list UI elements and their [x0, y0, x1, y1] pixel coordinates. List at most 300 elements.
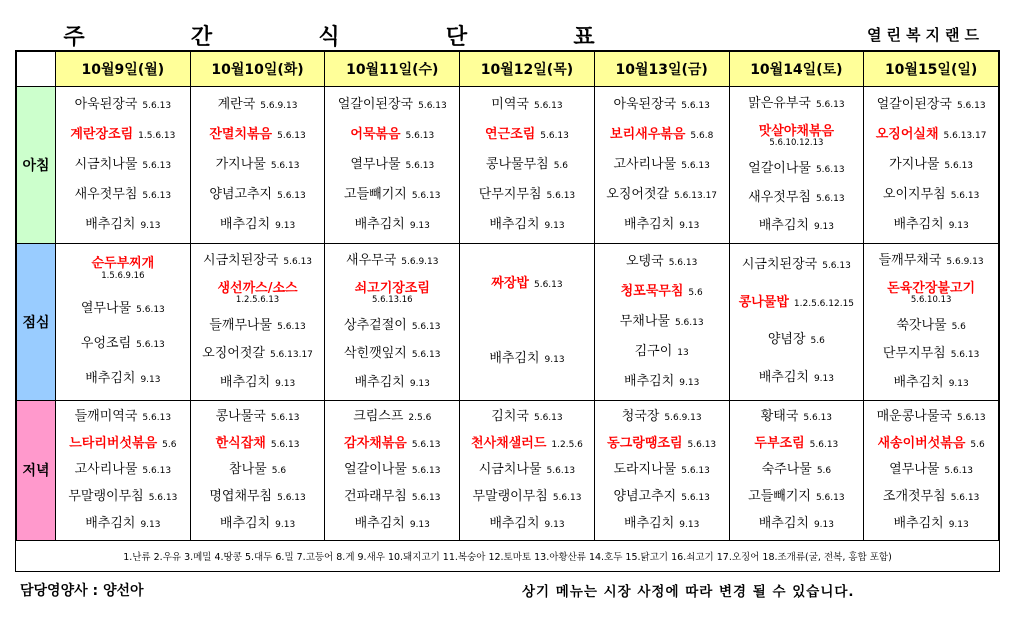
- allergy-codes: 5.6.13.16: [371, 295, 413, 306]
- allergy-codes: 5.6.13: [533, 100, 563, 111]
- dish-name: 들깨미역국: [74, 408, 138, 424]
- menu-cell: [460, 400, 595, 540]
- allergy-codes: 5.6.9.13: [260, 100, 298, 111]
- allergy-codes: 9.13: [544, 220, 565, 231]
- dish-name: 배추김치: [624, 515, 675, 531]
- dish-name: 배추김치: [85, 216, 136, 232]
- allergy-codes: 1.2.5.6: [551, 439, 583, 450]
- allergy-codes: 9.13: [544, 519, 565, 530]
- day-header: 10월12일(목): [460, 52, 595, 87]
- dish-name: 단무지무침: [478, 186, 542, 202]
- menu-item: [460, 188, 594, 202]
- menu-item: [595, 218, 729, 232]
- menu-item: [864, 463, 998, 477]
- dish-name: 아욱된장국: [74, 96, 138, 112]
- main-dish-item: [595, 285, 729, 299]
- dish-name: 가지나물: [889, 156, 940, 172]
- dish-name: 오징어젓갈: [606, 186, 670, 202]
- dish-name: 배추김치: [893, 216, 944, 232]
- menu-item: [56, 98, 190, 112]
- allergy-codes: 5.6: [970, 439, 985, 450]
- dish-name: 배추김치: [354, 374, 405, 390]
- allergy-codes: 5.6.13: [405, 160, 435, 171]
- title-char: 단: [445, 25, 470, 50]
- dish-name: 어묵볶음: [350, 126, 401, 142]
- dish-name: 시금치나물: [74, 156, 138, 172]
- allergy-codes: 9.13: [140, 375, 161, 386]
- dish-name: 시금치나물: [478, 462, 542, 478]
- allergy-codes: 5.6.13: [277, 190, 306, 201]
- allergy-codes: 9.13: [275, 519, 296, 530]
- menu-item-list: [595, 401, 729, 540]
- menu-item: [191, 319, 325, 333]
- menu-cell: [864, 400, 999, 540]
- menu-cell: [325, 243, 460, 400]
- main-dish-item: [864, 128, 998, 142]
- allergy-codes: 5.6.13: [411, 190, 441, 201]
- menu-item: [325, 517, 459, 531]
- dish-name: 시금치된장국: [203, 252, 279, 268]
- dish-name: 숙주나물: [761, 462, 812, 478]
- dish-name: 순두부찌개: [91, 256, 155, 272]
- dish-name: 배추김치: [624, 373, 675, 389]
- allergy-codes: 5.6: [553, 160, 569, 171]
- menu-item: [595, 517, 729, 531]
- menu-item-list: [864, 401, 998, 540]
- dish-name: 연근조림: [485, 126, 536, 142]
- main-dish-item: [730, 437, 864, 451]
- menu-cell: [325, 400, 460, 540]
- menu-item-list: [56, 87, 190, 243]
- dish-name: 오이지무침: [882, 186, 946, 202]
- dish-name: 단무지무침: [882, 346, 946, 362]
- menu-cell: [56, 400, 191, 540]
- dish-name: 새우젓무침: [74, 186, 138, 202]
- menu-item-list: [595, 244, 729, 400]
- main-dish-item: [460, 128, 594, 142]
- menu-item-list: [864, 87, 998, 243]
- allergy-codes: 5.6.13: [405, 130, 435, 141]
- menu-item: [730, 463, 864, 477]
- allergy-codes: 5.6.13: [950, 190, 980, 201]
- allergy-codes: 5.6.13: [546, 466, 576, 477]
- dish-name: 얼갈이나물: [748, 161, 811, 177]
- menu-cell: [460, 243, 595, 400]
- allergy-codes: 5.6.13: [411, 350, 441, 361]
- allergy-codes: 5.6.13: [815, 193, 845, 204]
- allergy-codes: 13: [677, 347, 689, 358]
- menu-cell: [460, 87, 595, 244]
- menu-item: [864, 347, 998, 361]
- dish-name: 배추김치: [354, 216, 405, 232]
- title-char: 간: [190, 25, 215, 50]
- dish-name: 쇠고기장조림: [354, 280, 430, 296]
- dish-name: 새우젓무침: [748, 189, 811, 205]
- allergy-codes: 5.6.13: [142, 412, 172, 423]
- dish-name: 얼갈이된장국: [876, 96, 952, 112]
- dish-name: 양념장: [767, 332, 806, 348]
- menu-item: [325, 188, 459, 202]
- dish-name: 매운콩나물국: [876, 408, 952, 424]
- menu-cell: [325, 87, 460, 244]
- menu-item-list: [191, 401, 325, 540]
- main-dish-item: [56, 128, 190, 142]
- dish-name: 새우무국: [346, 252, 397, 268]
- menu-table-frame: [15, 50, 1000, 572]
- dish-name: 삭힌깻잎지: [344, 346, 407, 362]
- menu-item: [191, 188, 325, 202]
- dish-name: 아욱된장국: [613, 96, 677, 112]
- dish-name: 청국장: [621, 408, 660, 424]
- dish-name: 열무나물: [80, 300, 132, 316]
- menu-item: [56, 337, 190, 351]
- dish-name: 배추김치: [489, 351, 540, 367]
- allergy-codes: 5.6.13: [270, 439, 300, 450]
- allergy-codes: 5.6.13: [136, 304, 165, 315]
- menu-item: [325, 376, 459, 390]
- dish-name: 콩나물밥: [738, 294, 789, 310]
- menu-item: [460, 490, 594, 504]
- menu-item: [325, 490, 459, 504]
- main-dish-item: [864, 437, 998, 451]
- menu-cell: [729, 243, 864, 400]
- menu-item: [730, 258, 864, 272]
- allergy-codes: 5.6.10.12.13: [769, 138, 824, 149]
- allergy-codes: 9.13: [948, 519, 969, 530]
- allergy-codes: 5.6.13: [540, 130, 569, 141]
- allergy-codes: 5.6.13: [142, 190, 172, 201]
- dish-name: 배추김치: [758, 369, 809, 385]
- allergy-codes: 5.6.13: [956, 100, 986, 111]
- dinner-row: [17, 400, 999, 540]
- allergy-codes: 9.13: [409, 519, 430, 530]
- main-dish-item: [595, 128, 729, 142]
- menu-item-list: [191, 244, 325, 400]
- allergy-codes: 5.6.13: [822, 261, 851, 272]
- menu-item-list: [864, 244, 998, 400]
- menu-item: [595, 463, 729, 477]
- menu-item-list: [325, 401, 459, 540]
- allergy-codes: 5.6.13: [668, 257, 698, 268]
- weekly-menu-table: [16, 51, 999, 541]
- allergy-codes: 5.6.13: [136, 339, 165, 350]
- menu-item: [191, 158, 325, 172]
- title-char: 표: [573, 25, 597, 50]
- dish-name: 천사채샐러드: [471, 435, 547, 451]
- menu-item: [56, 410, 190, 424]
- menu-item: [864, 188, 998, 202]
- menu-cell: [729, 400, 864, 540]
- dish-name: 참나물: [229, 462, 267, 478]
- menu-item: [56, 302, 190, 316]
- dish-name: 느타리버섯볶음: [69, 435, 158, 451]
- allergy-codes: 1.2.5.6.13: [235, 295, 280, 306]
- dish-name: 배추김치: [219, 216, 271, 232]
- menu-item: [595, 188, 729, 202]
- menu-item: [325, 254, 459, 268]
- main-dish-item: [325, 282, 459, 306]
- menu-item: [730, 97, 864, 111]
- main-dish-item: [56, 257, 190, 281]
- menu-item: [864, 490, 998, 504]
- menu-item: [595, 490, 729, 504]
- menu-item: [325, 463, 459, 477]
- allergy-codes: 5.6.13: [815, 99, 845, 110]
- dish-name: 가지나물: [215, 156, 266, 172]
- allergy-codes: 5.6.13: [277, 130, 306, 141]
- main-dish-item: [325, 128, 459, 142]
- allergy-codes: 5.6.10.13: [910, 295, 952, 306]
- allergy-codes: 9.13: [679, 377, 700, 388]
- main-dish-item: [460, 437, 594, 451]
- allergy-codes: 5.6.13: [546, 190, 576, 201]
- menu-item: [864, 319, 998, 333]
- menu-item: [460, 158, 594, 172]
- allergy-codes: 5.6.13: [533, 280, 563, 291]
- allergy-codes: 9.13: [140, 220, 161, 231]
- day-header: 10월10일(화): [190, 52, 325, 87]
- menu-item: [595, 255, 729, 269]
- dish-name: 배추김치: [489, 515, 540, 531]
- main-dish-item: [730, 125, 864, 149]
- dish-name: 명엽채무침: [209, 488, 273, 504]
- day-header: 10월11일(수): [325, 52, 460, 87]
- main-dish-item: [325, 437, 459, 451]
- menu-item: [325, 98, 459, 112]
- allergy-codes: 5.6.13: [148, 492, 178, 503]
- allergy-codes: 5.6.13: [944, 160, 974, 171]
- dish-name: 계란장조림: [70, 126, 134, 142]
- menu-item: [191, 254, 325, 268]
- main-dish-item: [191, 437, 325, 451]
- menu-item: [460, 352, 594, 366]
- dish-name: 새송이버섯볶음: [877, 435, 966, 451]
- allergy-codes: 5.6.13: [687, 439, 717, 450]
- menu-cell: [729, 87, 864, 244]
- menu-item: [325, 347, 459, 361]
- allergy-codes: 2.5.6: [408, 412, 432, 423]
- allergy-codes: 9.13: [679, 519, 700, 530]
- dish-name: 동그랑땡조림: [607, 435, 683, 451]
- menu-item: [864, 254, 998, 268]
- allergy-codes: 9.13: [813, 221, 834, 232]
- dish-name: 미역국: [491, 96, 529, 112]
- allergy-codes: 9.13: [813, 519, 834, 530]
- dish-name: 무말랭이무침: [68, 488, 144, 504]
- menu-item-list: [56, 244, 190, 400]
- menu-item: [864, 376, 998, 390]
- dish-name: 배추김치: [85, 371, 136, 387]
- dish-name: 배추김치: [758, 217, 809, 233]
- dish-name: 김구이: [634, 343, 673, 359]
- menu-item-list: [325, 87, 459, 243]
- allergy-codes: 5.6.13: [681, 466, 710, 477]
- menu-item-list: [191, 87, 325, 243]
- dish-name: 황태국: [760, 408, 799, 424]
- menu-item: [460, 463, 594, 477]
- menu-cell: [190, 243, 325, 400]
- dish-name: 보리새우볶음: [610, 126, 686, 142]
- menu-item: [56, 188, 190, 202]
- allergy-codes: 5.6.13: [283, 256, 313, 267]
- title-char: 주: [63, 25, 87, 50]
- allergy-codes: 5.6.13: [815, 492, 845, 503]
- page-title: [60, 20, 600, 50]
- dish-name: 건파래무침: [344, 488, 407, 504]
- allergy-codes: 9.13: [409, 220, 430, 231]
- allergy-codes: 5.6.9.13: [946, 256, 984, 267]
- dish-name: 배추김치: [758, 515, 809, 531]
- dish-name: 양념고추지: [209, 186, 273, 202]
- dish-name: 쑥갓나물: [896, 318, 947, 334]
- menu-item: [325, 158, 459, 172]
- dish-name: 잔멸치볶음: [209, 126, 273, 142]
- allergy-codes: 5.6: [271, 466, 287, 477]
- allergy-codes: 5.6.13: [944, 466, 974, 477]
- allergy-codes: 5.6: [951, 322, 966, 333]
- menu-item: [56, 517, 190, 531]
- allergy-codes: 5.6.13: [681, 100, 710, 111]
- menu-item: [595, 410, 729, 424]
- allergy-codes: 5.6.13: [418, 100, 447, 111]
- menu-item: [56, 372, 190, 386]
- dish-name: 우엉조림: [80, 335, 132, 351]
- dish-name: 생선까스/소스: [217, 280, 298, 296]
- menu-item: [730, 162, 864, 176]
- day-header: 10월13일(금): [594, 52, 729, 87]
- menu-item: [595, 375, 729, 389]
- menu-item: [864, 410, 998, 424]
- menu-item: [595, 345, 729, 359]
- dish-name: 맛살야채볶음: [758, 124, 835, 140]
- dish-name: 상추겉절이: [344, 318, 407, 334]
- menu-item: [460, 218, 594, 232]
- dish-name: 계란국: [217, 96, 256, 112]
- menu-cell: [594, 243, 729, 400]
- menu-item: [460, 517, 594, 531]
- menu-item: [191, 463, 325, 477]
- allergy-codes: 5.6.13.17: [269, 350, 313, 361]
- dish-name: 열무나물: [889, 462, 940, 478]
- allergy-codes: 9.13: [544, 355, 565, 366]
- dish-name: 고사리나물: [613, 156, 677, 172]
- menu-item: [325, 319, 459, 333]
- menu-item: [56, 218, 190, 232]
- dish-name: 배추김치: [893, 374, 944, 390]
- menu-item: [191, 98, 325, 112]
- dish-name: 김치국: [491, 408, 529, 424]
- allergy-codes: 9.13: [275, 378, 296, 389]
- organization-name: 열린복지랜드: [867, 26, 984, 44]
- dish-name: 배추김치: [893, 515, 944, 531]
- dietitian-label: 담당영양사 : 양선아: [20, 583, 144, 599]
- menu-item-list: [325, 244, 459, 400]
- menu-item-list: [460, 401, 594, 540]
- dish-name: 무채나물: [619, 313, 670, 329]
- menu-item: [864, 98, 998, 112]
- allergy-codes: 5.6.13: [411, 466, 441, 477]
- allergy-codes: 5.6: [816, 466, 832, 477]
- menu-item-list: [595, 87, 729, 243]
- dish-name: 열무나물: [350, 156, 401, 172]
- menu-item: [56, 463, 190, 477]
- allergy-codes: 9.13: [948, 378, 969, 389]
- dish-name: 시금치된장국: [741, 257, 818, 273]
- menu-item: [191, 490, 325, 504]
- allergy-codes: 9.13: [813, 373, 834, 384]
- dish-name: 고들빼기지: [344, 186, 407, 202]
- dish-name: 콩나물국: [215, 408, 266, 424]
- main-dish-item: [191, 128, 325, 142]
- menu-item: [864, 517, 998, 531]
- allergy-codes: 5.6.13: [552, 492, 582, 503]
- menu-item-list: [730, 87, 864, 243]
- allergy-codes: 5.6.13: [950, 350, 980, 361]
- menu-item: [730, 333, 864, 347]
- menu-cell: [56, 243, 191, 400]
- allergy-codes: 5.6: [162, 439, 177, 450]
- menu-item-list: [460, 87, 594, 243]
- allergy-legend: 1.난류 2.우유 3.메밀 4.땅콩 5.대두 6.밀 7.고등어 8.게 9.새우 10.돼지고기 11.복숭아 12.토마토 13.아황산류 14.호두 15.닭고기 16.쇠고기 17.오징어 18.조개류(굴, 전복, 홍합 포함): [16, 540, 999, 571]
- menu-item: [864, 218, 998, 232]
- allergy-codes: 5.6.9.13: [664, 412, 702, 423]
- dish-name: 들깨무채국: [878, 252, 942, 268]
- menu-item: [191, 218, 325, 232]
- menu-item: [730, 517, 864, 531]
- menu-cell: [864, 87, 999, 244]
- allergy-codes: 5.6.9.13: [401, 256, 439, 267]
- allergy-codes: 5.6.13: [277, 492, 306, 503]
- menu-item: [56, 158, 190, 172]
- dish-name: 조개젓무침: [882, 488, 946, 504]
- menu-item: [864, 158, 998, 172]
- allergy-codes: 9.13: [679, 220, 700, 231]
- allergy-codes: 5.6.13: [411, 439, 441, 450]
- allergy-codes: 5.6.13: [142, 160, 172, 171]
- menu-item: [191, 347, 325, 361]
- dish-name: 들깨무나물: [209, 318, 273, 334]
- lunch-row: [17, 243, 999, 400]
- allergy-codes: 5.6.8: [690, 130, 714, 141]
- dish-name: 오징어실채: [875, 126, 939, 142]
- menu-item: [191, 517, 325, 531]
- dish-name: 한식잡채: [215, 435, 266, 451]
- corner-cell: [17, 52, 56, 87]
- menu-item: [460, 98, 594, 112]
- menu-item: [730, 410, 864, 424]
- menu-cell: [190, 87, 325, 244]
- menu-item: [730, 371, 864, 385]
- menu-item: [595, 98, 729, 112]
- dish-name: 오징어젓갈: [202, 346, 265, 362]
- menu-cell: [864, 243, 999, 400]
- breakfast-row: [17, 87, 999, 244]
- dish-name: 돈육간장불고기: [887, 280, 976, 296]
- main-dish-item: [730, 296, 864, 310]
- dish-name: 오뎅국: [626, 253, 664, 269]
- allergy-codes: 9.13: [140, 519, 161, 530]
- allergy-codes: 9.13: [275, 220, 296, 231]
- menu-item: [730, 490, 864, 504]
- menu-item: [730, 219, 864, 233]
- dish-name: 배추김치: [624, 216, 675, 232]
- allergy-codes: 5.6.13: [815, 165, 845, 176]
- menu-cell: [594, 87, 729, 244]
- main-dish-item: [864, 282, 998, 306]
- menu-item-list: [730, 244, 864, 400]
- allergy-codes: 5.6: [688, 287, 703, 298]
- menu-item-list: [460, 244, 594, 400]
